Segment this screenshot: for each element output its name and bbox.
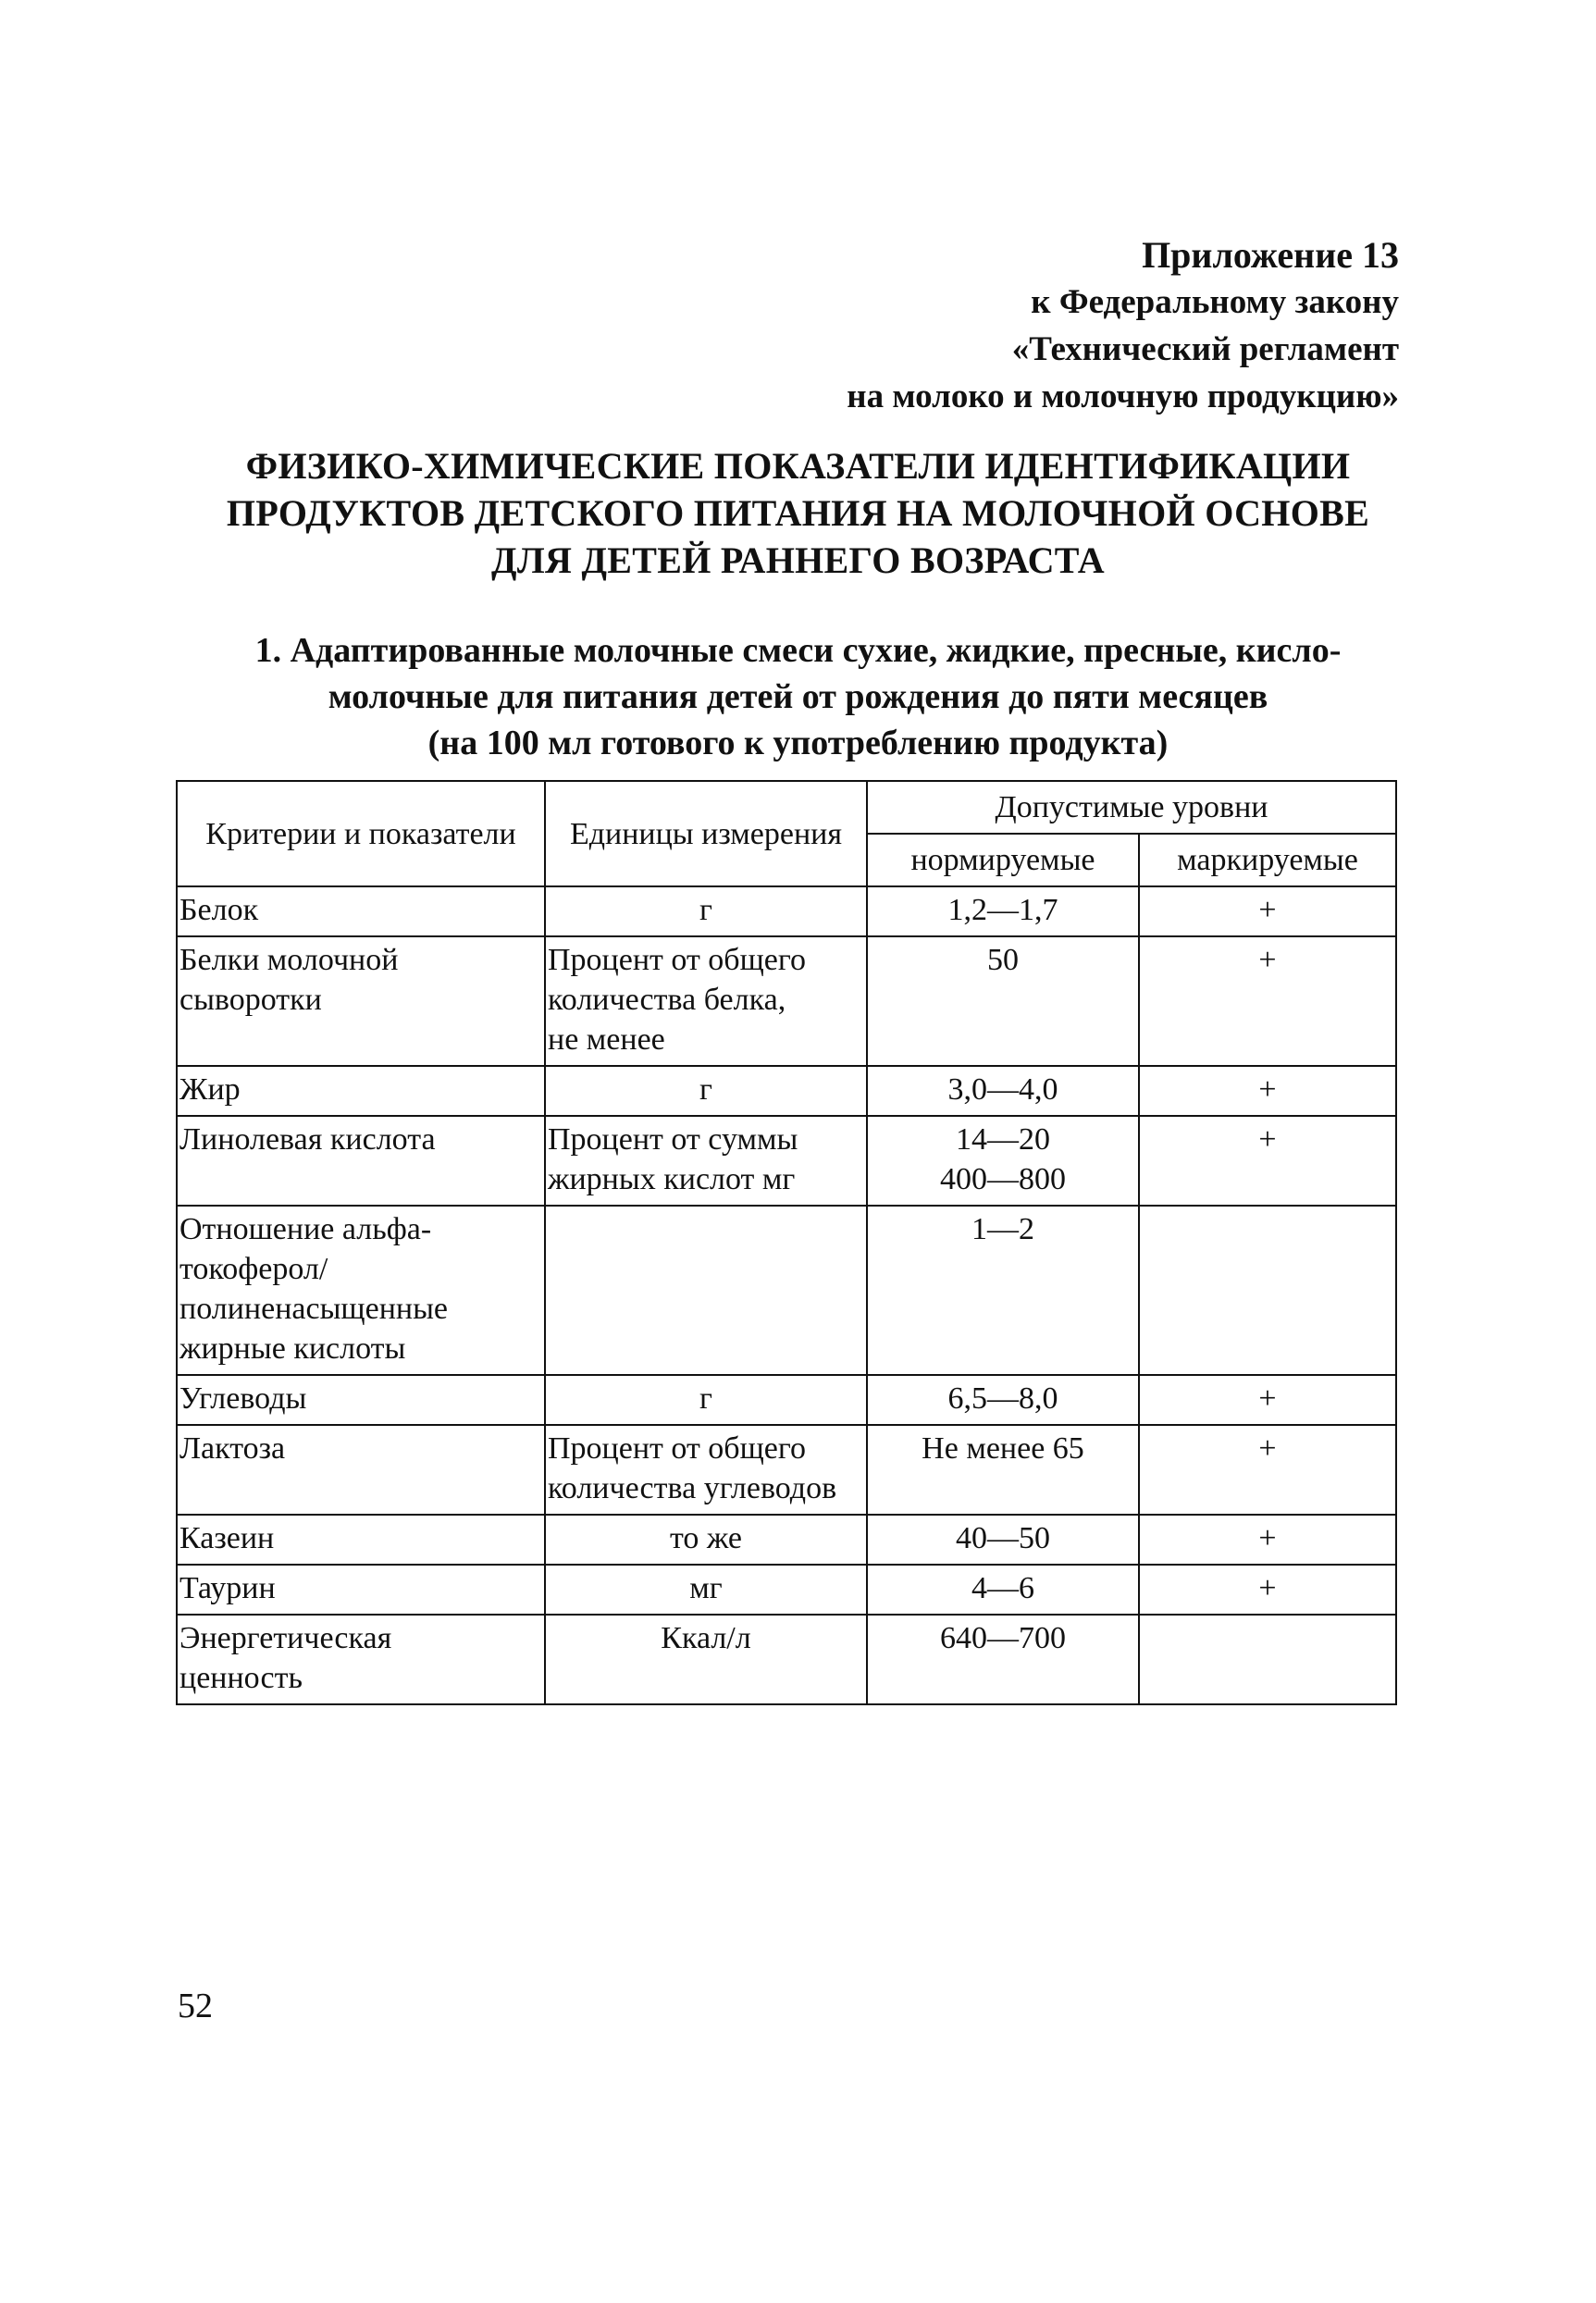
table-row [177,1615,1396,1704]
table-row [177,1066,1396,1116]
criteria-cell [177,1206,545,1375]
normed-cell [867,1515,1139,1565]
marked-cell: + [1139,1425,1396,1515]
marked-cell: + [1139,1066,1396,1116]
unit-cell-line: мг [689,1571,723,1605]
normed-cell-line: 50 [987,943,1019,977]
section-line: 1. Адаптированные молочные смеси сухие, жидкие, пресные, кисло- [254,631,1342,670]
unit-cell [545,1515,867,1565]
normed-cell [867,1066,1139,1116]
criteria-cell [177,1116,545,1206]
criteria-cell-line: Отношение альфа- [179,1212,432,1246]
appendix-line: «Технический регламент [1011,330,1399,368]
normed-cell-line: 400—800 [940,1162,1066,1196]
unit-cell-line: Процент от общего [548,943,806,977]
criteria-cell-line: Лактоза [179,1431,286,1466]
unit-cell [545,1206,867,1375]
normed-cell [867,1116,1139,1206]
criteria-cell [177,936,545,1066]
criteria-cell [177,1515,545,1565]
page-number: 52 [178,1987,213,2025]
criteria-cell [177,1565,545,1615]
marked-cell: + [1139,1565,1396,1615]
unit-cell [545,1565,867,1615]
criteria-cell-line: Белки молочной [179,943,399,977]
header-units: Единицы измерения [545,781,867,886]
unit-cell-line: г [699,893,712,927]
header-marked: маркируемые [1139,834,1396,886]
header-criteria: Критерии и показатели [177,781,545,886]
section-line: молочные для питания детей от рождения до пяти месяцев [328,677,1268,716]
unit-cell [545,1375,867,1425]
table-header-row [177,781,1396,834]
normed-cell [867,936,1139,1066]
criteria-cell [177,886,545,936]
table-row [177,1565,1396,1615]
unit-cell-line: Процент от суммы [548,1122,798,1157]
criteria-cell-line: ценность [179,1661,303,1695]
table-body [177,886,1396,1704]
criteria-cell-line: токоферол/ [179,1252,328,1286]
unit-cell-line: Процент от общего [548,1431,806,1466]
marked-cell: + [1139,1116,1396,1206]
unit-cell-line: г [699,1381,712,1416]
normed-cell [867,886,1139,936]
normed-cell [867,1615,1139,1704]
criteria-cell [177,1615,545,1704]
unit-cell-line: не менее [548,1022,665,1057]
criteria-cell-line: сыворотки [179,983,322,1017]
marked-cell [1139,1615,1396,1704]
unit-cell-line: то же [669,1521,743,1555]
normed-cell-line: 1—2 [971,1212,1034,1246]
criteria-cell-line: Углеводы [179,1381,307,1416]
unit-cell [545,1066,867,1116]
marked-cell: + [1139,1375,1396,1425]
criteria-cell [177,1375,545,1425]
criteria-cell-line: Линолевая кислота [179,1122,436,1157]
normed-cell [867,1565,1139,1615]
title-line: ДЛЯ ДЕТЕЙ РАННЕГО ВОЗРАСТА [491,539,1105,581]
criteria-cell-line: полиненасыщенные [179,1292,449,1326]
header-levels: Допустимые уровни [867,781,1396,834]
unit-cell-line: количества белка, [548,983,786,1017]
criteria-cell [177,1066,545,1116]
normed-cell-line: 3,0—4,0 [947,1072,1058,1107]
unit-cell [545,936,867,1066]
normed-cell-line: 40—50 [956,1521,1050,1555]
appendix-reference [847,231,1399,420]
unit-cell [545,1425,867,1515]
unit-cell-line: Ккал/л [661,1621,751,1655]
document-title [139,442,1457,584]
normed-cell-line: 1,2—1,7 [947,893,1058,927]
unit-cell-line: количества углеводов [548,1471,837,1505]
unit-cell [545,886,867,936]
section-title [139,627,1457,766]
indicators-table [176,780,1397,1705]
criteria-cell-line: Белок [179,893,259,927]
table-row [177,1116,1396,1206]
normed-cell-line: 14—20 [956,1122,1050,1157]
normed-cell-line: Не менее 65 [922,1431,1084,1466]
normed-cell-line: 6,5—8,0 [947,1381,1058,1416]
criteria-cell-line: Таурин [179,1571,276,1605]
unit-cell-line: г [699,1072,712,1107]
unit-cell-line: жирных кислот мг [548,1162,796,1196]
table-row [177,1515,1396,1565]
criteria-cell [177,1425,545,1515]
title-line: ПРОДУКТОВ ДЕТСКОГО ПИТАНИЯ НА МОЛОЧНОЙ ОСНОВЕ [226,492,1370,534]
criteria-cell-line: Жир [179,1072,241,1107]
criteria-cell-line: жирные кислоты [179,1331,406,1366]
table-row [177,1206,1396,1375]
normed-cell [867,1206,1139,1375]
table-row [177,936,1396,1066]
table-row [177,1375,1396,1425]
criteria-cell-line: Энергетическая [179,1621,392,1655]
marked-cell: + [1139,936,1396,1066]
table-row [177,1425,1396,1515]
unit-cell [545,1116,867,1206]
criteria-cell-line: Казеин [179,1521,275,1555]
appendix-line: к Федеральному закону [1031,283,1399,321]
marked-cell [1139,1206,1396,1375]
table-row [177,886,1396,936]
header-normed: нормируемые [867,834,1139,886]
section-line: (на 100 мл готового к употреблению продукта) [427,724,1169,762]
normed-cell [867,1425,1139,1515]
normed-cell-line: 640—700 [940,1621,1066,1655]
appendix-line: Приложение 13 [1142,234,1399,276]
title-line: ФИЗИКО-ХИМИЧЕСКИЕ ПОКАЗАТЕЛИ ИДЕНТИФИКАЦИИ [245,445,1351,487]
marked-cell: + [1139,1515,1396,1565]
normed-cell-line: 4—6 [971,1571,1034,1605]
unit-cell [545,1615,867,1704]
normed-cell [867,1375,1139,1425]
appendix-line: на молоко и молочную продукцию» [847,378,1399,415]
marked-cell: + [1139,886,1396,936]
